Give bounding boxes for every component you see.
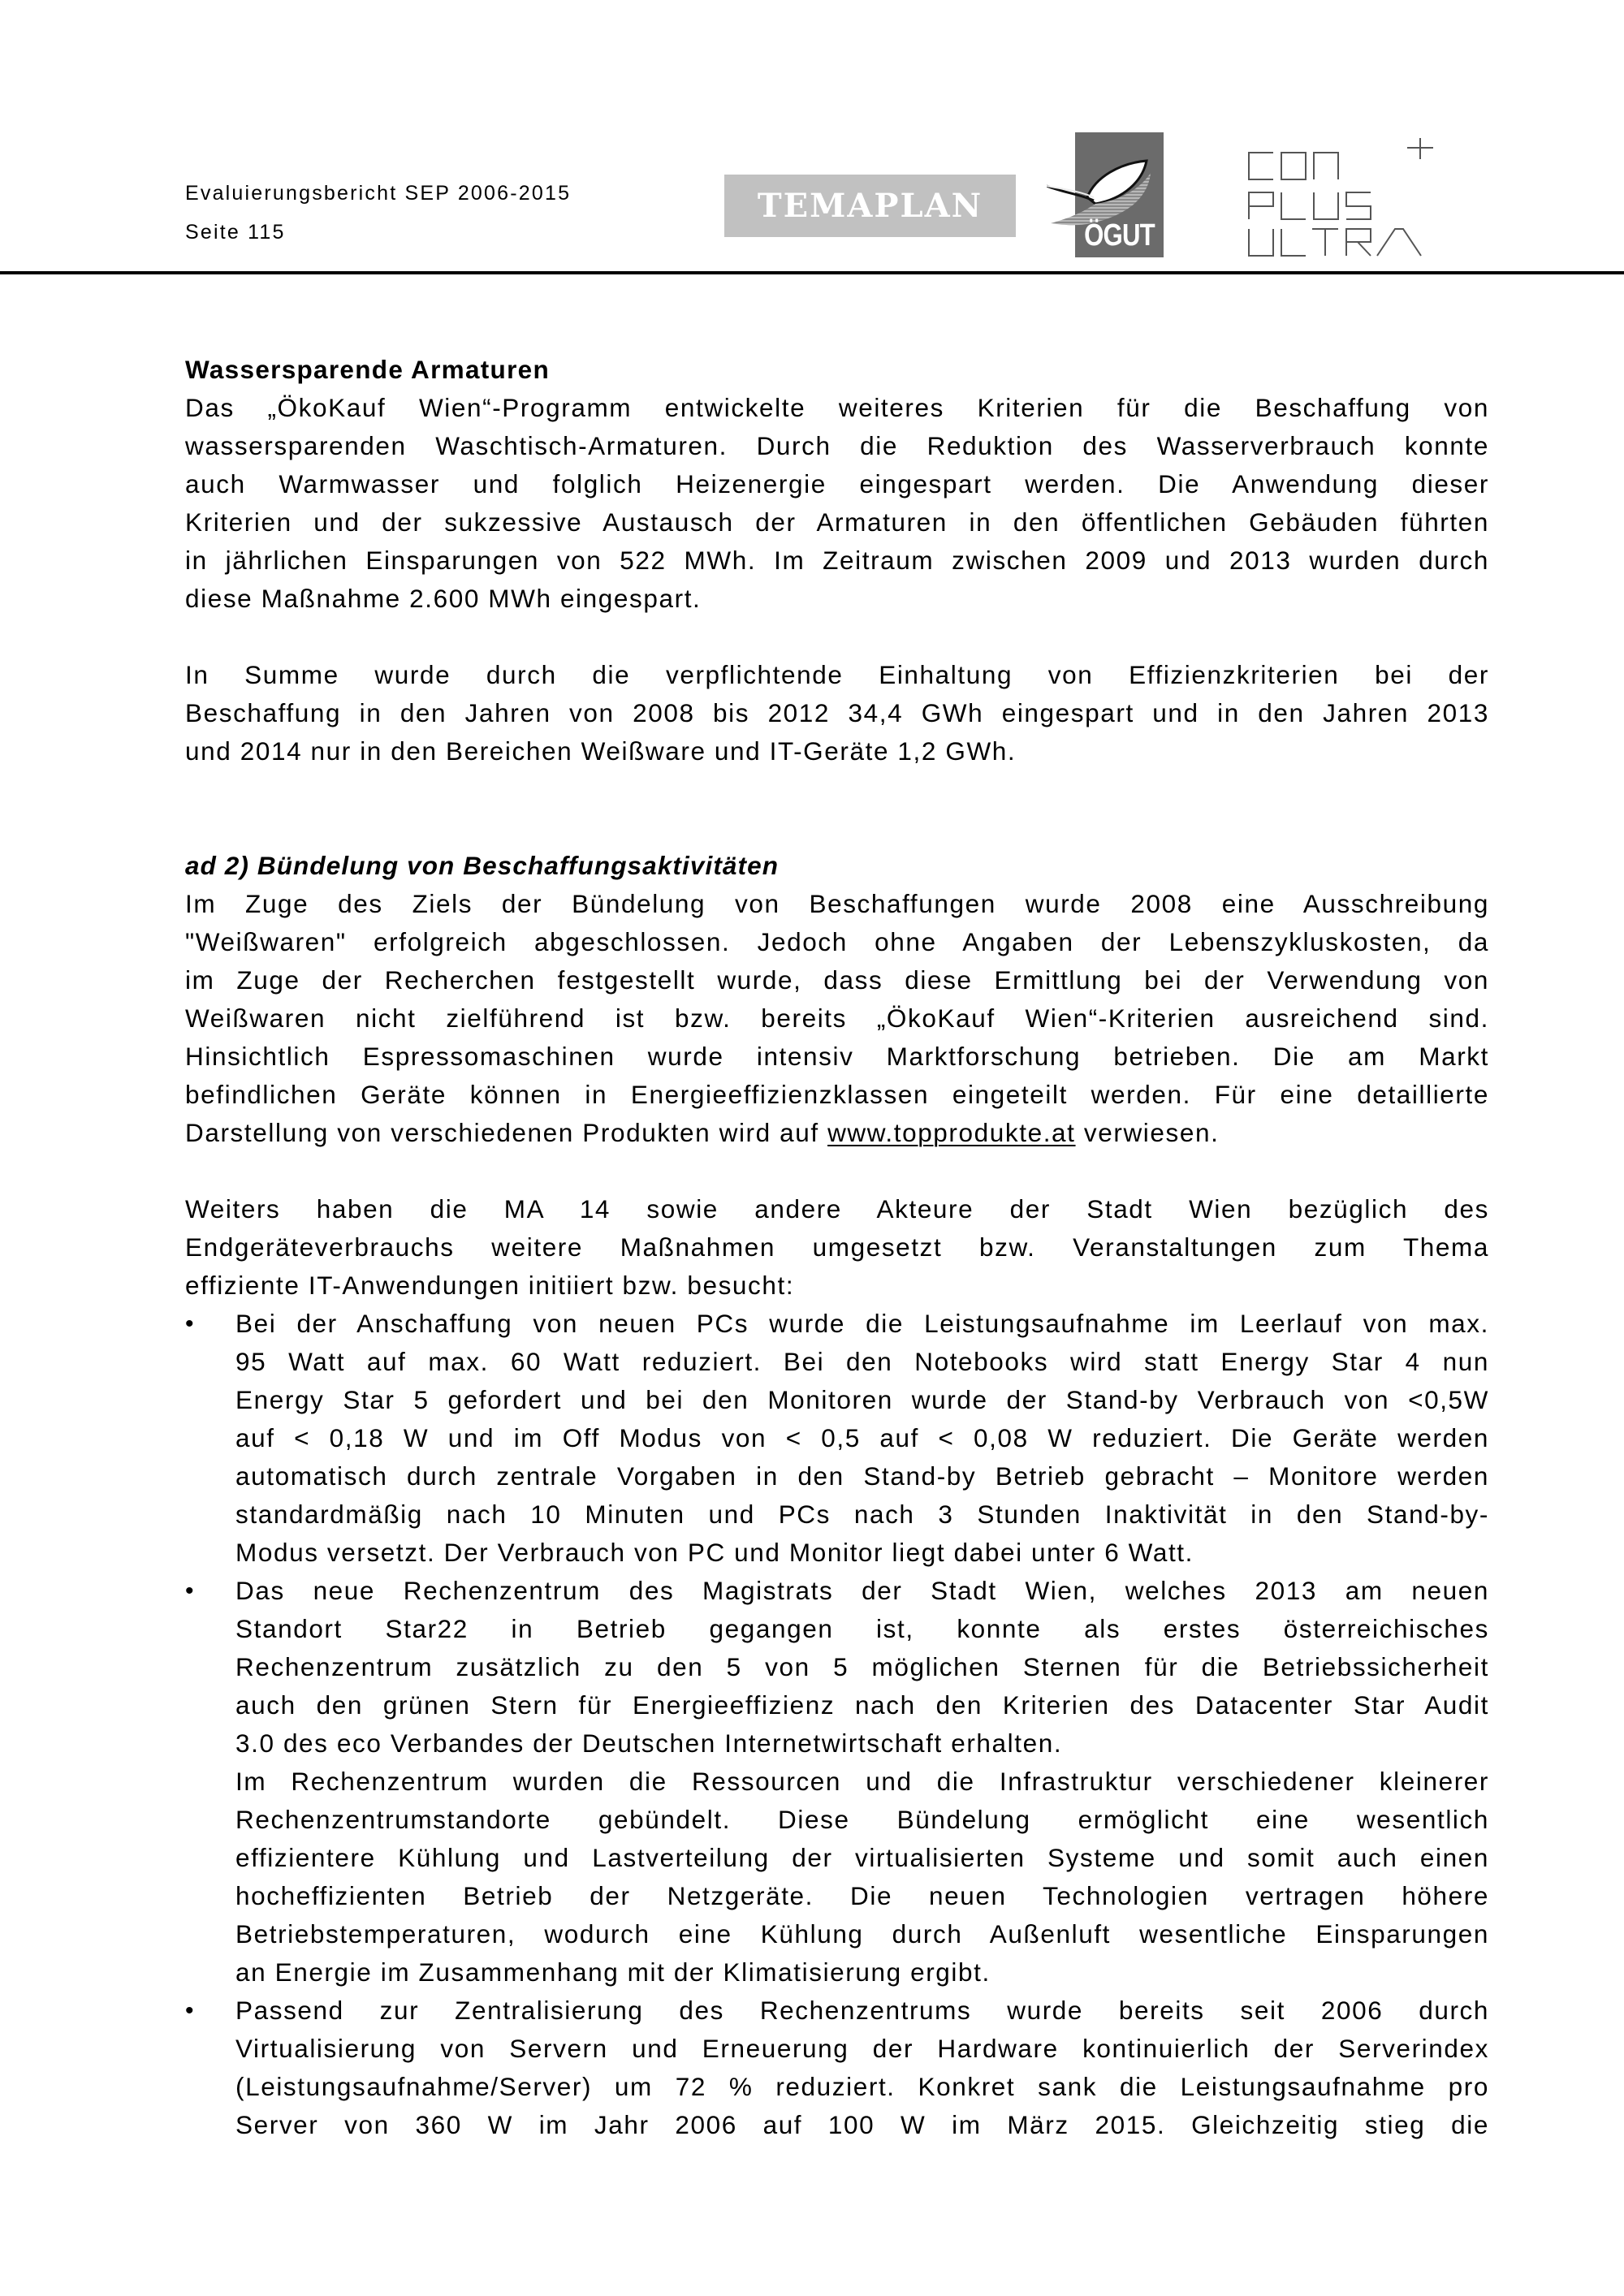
paragraph-line: Das „ÖkoKauf Wien“-Programm entwickelte weiteres Kriterien für die Beschaffung von bbox=[185, 393, 1489, 422]
list-item-line: auch den grünen Stern für Energieeffizienz nach den Kriterien des Datacenter Star Audit bbox=[235, 1690, 1489, 1720]
text: Darstellung von verschiedenen Produkten wird auf bbox=[185, 1118, 828, 1147]
paragraph-line: im Zuge der Recherchen festgestellt wurde, dass diese Ermittlung bei der Verwendung von bbox=[185, 965, 1489, 995]
list-item-line: hocheffizienten Betrieb der Netzgeräte. Die neuen Technologien vertragen höhere bbox=[235, 1881, 1489, 1910]
list-item-line: Energy Star 5 gefordert und bei den Monitoren wurde der Stand-by Verbrauch von <0,5W bbox=[235, 1385, 1489, 1414]
con-plus-ultra-logo bbox=[1247, 138, 1436, 260]
list-item-line: Das neue Rechenzentrum des Magistrats der Stadt Wien, welches 2013 am neuen bbox=[235, 1576, 1489, 1605]
ogut-logo-text: ÖGUT bbox=[1084, 218, 1155, 252]
list-item-line: Virtualisierung von Servern und Erneuerung der Hardware kontinuierlich der Serverindex bbox=[235, 2034, 1489, 2063]
list-item-line: Passend zur Zentralisierung des Rechenzentrums wurde bereits seit 2006 durch bbox=[235, 1996, 1489, 2025]
bullet-icon: • bbox=[185, 1310, 194, 1337]
section-heading-wasser: Wassersparende Armaturen bbox=[185, 355, 551, 384]
section-heading-buendelung: ad 2) Bündelung von Beschaffungsaktivitäten bbox=[185, 851, 780, 880]
temaplan-logo bbox=[724, 175, 1016, 237]
paragraph-line: wassersparenden Waschtisch-Armaturen. Durch die Reduktion des Wasserverbrauch konnte bbox=[185, 431, 1489, 460]
list-item-line: standardmäßig nach 10 Minuten und PCs nach 3 Stunden Inaktivität in den Stand-by- bbox=[235, 1500, 1489, 1529]
topprodukte-link[interactable]: www.topprodukte.at bbox=[827, 1118, 1076, 1147]
list-item-line: Rechenzentrum zusätzlich zu den 5 von 5 möglichen Sternen für die Betriebssicherheit bbox=[235, 1652, 1489, 1681]
list-item-line: automatisch durch zentrale Vorgaben in den Stand-by Betrieb gebracht – Monitore werden bbox=[235, 1461, 1489, 1491]
page-number: Seite 115 bbox=[185, 221, 286, 244]
paragraph-line: "Weißwaren" erfolgreich abgeschlossen. Jedoch ohne Angaben der Lebenszykluskosten, da bbox=[185, 927, 1489, 956]
plus-icon bbox=[1407, 138, 1433, 159]
list-item-line: effizientere Kühlung und Lastverteilung der virtualisierten Systeme und somit auch einen bbox=[235, 1843, 1489, 1872]
paragraph-line: Beschaffung in den Jahren von 2008 bis 2012 34,4 GWh eingespart und in den Jahren 2013 bbox=[185, 698, 1489, 727]
list-item-line: Bei der Anschaffung von neuen PCs wurde die Leistungsaufnahme im Leerlauf von max. bbox=[235, 1309, 1489, 1338]
list-item-line: 95 Watt auf max. 60 Watt reduziert. Bei den Notebooks wird statt Energy Star 4 nun bbox=[235, 1347, 1489, 1376]
bullet-icon: • bbox=[185, 1577, 194, 1604]
paragraph-line: Weiters haben die MA 14 sowie andere Akteure der Stadt Wien bezüglich des bbox=[185, 1194, 1489, 1224]
temaplan-logo-text: TEMAPLAN bbox=[757, 187, 983, 225]
list-item-line: auf < 0,18 W und im Off Modus von < 0,5 auf < 0,08 W reduziert. Die Geräte werden bbox=[235, 1423, 1489, 1452]
list-item-line: Rechenzentrumstandorte gebündelt. Diese Bündelung ermöglicht eine wesentlich bbox=[235, 1805, 1489, 1834]
text: verwiesen. bbox=[1075, 1118, 1220, 1147]
ogut-logo bbox=[1047, 132, 1168, 257]
list-item-line: Modus versetzt. Der Verbrauch von PC und Monitor liegt dabei unter 6 Watt. bbox=[235, 1538, 1194, 1567]
paragraph-line: diese Maßnahme 2.600 MWh eingespart. bbox=[185, 584, 702, 613]
paragraph-line: effiziente IT-Anwendungen initiiert bzw. besucht: bbox=[185, 1271, 795, 1300]
bullet-icon: • bbox=[185, 1997, 194, 2024]
paragraph-line: Endgeräteverbrauchs weitere Maßnahmen umgesetzt bzw. Veranstaltungen zum Thema bbox=[185, 1232, 1489, 1262]
paragraph-line bbox=[185, 1114, 1489, 1152]
paragraph-line: in jährlichen Einsparungen von 522 MWh. Im Zeitraum zwischen 2009 und 2013 wurden durch bbox=[185, 546, 1489, 575]
paragraph-line: Weißwaren nicht zielführend ist bzw. bereits „ÖkoKauf Wien“-Kriterien ausreichend sind. bbox=[185, 1003, 1489, 1033]
list-item-line: 3.0 des eco Verbandes der Deutschen Internetwirtschaft erhalten. bbox=[235, 1728, 1063, 1758]
list-item-line: Standort Star22 in Betrieb gegangen ist, konnte als erstes österreichisches bbox=[235, 1614, 1489, 1643]
list-item-line: Im Rechenzentrum wurden die Ressourcen und die Infrastruktur verschiedener kleinerer bbox=[235, 1767, 1489, 1796]
paragraph-line: Hinsichtlich Espressomaschinen wurde intensiv Marktforschung betrieben. Die am Markt bbox=[185, 1042, 1489, 1071]
list-item-line: Betriebstemperaturen, wodurch eine Kühlung durch Außenluft wesentliche Einsparungen bbox=[235, 1919, 1489, 1949]
list-item-line: (Leistungsaufnahme/Server) um 72 % reduziert. Konkret sank die Leistungsaufnahme pro bbox=[235, 2072, 1489, 2101]
paragraph-line: Kriterien und der sukzessive Austausch der Armaturen in den öffentlichen Gebäuden führten bbox=[185, 507, 1489, 537]
report-title: Evaluierungsbericht SEP 2006-2015 bbox=[185, 182, 572, 205]
header-divider bbox=[0, 271, 1624, 274]
paragraph-line: befindlichen Geräte können in Energieeffizienzklassen eingeteilt werden. Für eine detaillierte bbox=[185, 1080, 1489, 1109]
paragraph-line: Im Zuge des Ziels der Bündelung von Beschaffungen wurde 2008 eine Ausschreibung bbox=[185, 889, 1489, 918]
list-item-line: Server von 360 W im Jahr 2006 auf 100 W im März 2015. Gleichzeitig stieg die bbox=[235, 2110, 1489, 2139]
paragraph-line: auch Warmwasser und folglich Heizenergie eingespart werden. Die Anwendung dieser bbox=[185, 469, 1489, 498]
list-item-line: an Energie im Zusammenhang mit der Klimatisierung ergibt. bbox=[235, 1957, 991, 1987]
paragraph-line: und 2014 nur in den Bereichen Weißware und IT-Geräte 1,2 GWh. bbox=[185, 736, 1017, 766]
paragraph-line: In Summe wurde durch die verpflichtende Einhaltung von Effizienzkriterien bei der bbox=[185, 660, 1489, 689]
